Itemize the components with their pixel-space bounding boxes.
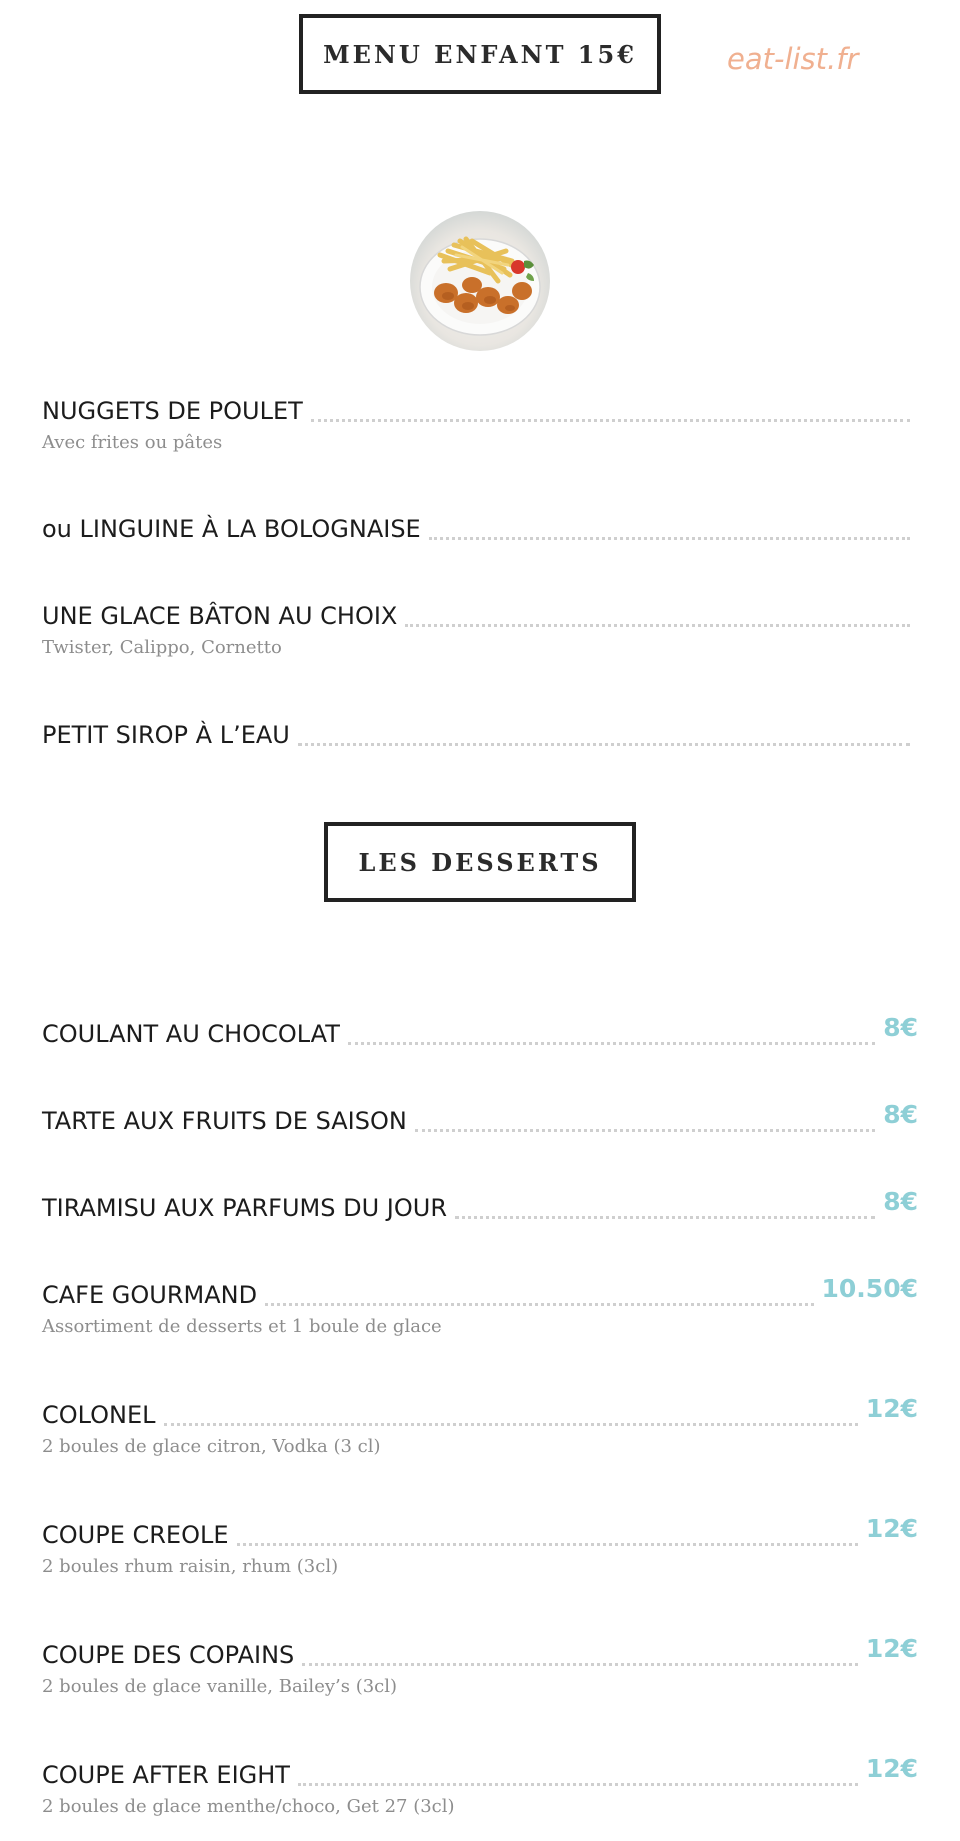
dessert-item (42, 1015, 918, 1049)
dessert-item (42, 1756, 918, 1817)
dessert-item (42, 1102, 918, 1136)
item-name: ou LINGUINE À LA BOLOGNAISE (42, 515, 421, 543)
item-description: Avec frites ou pâtes (42, 432, 223, 453)
item-description: 2 boules de glace vanille, Bailey’s (3cl) (42, 1676, 398, 1697)
chicken-nuggets-and-fries-plate-icon (410, 211, 550, 351)
item-name: UNE GLACE BÂTON AU CHOIX (42, 602, 398, 630)
kids-menu-item (42, 510, 918, 544)
item-name: COUPE DES COPAINS (42, 1641, 295, 1669)
item-price: 12€ (865, 1754, 918, 1783)
watermark-text: eat-list.fr (727, 42, 859, 76)
item-name: COUPE AFTER EIGHT (42, 1761, 290, 1789)
item-name: PETIT SIROP À L’EAU (42, 721, 290, 749)
item-name: COLONEL (42, 1401, 156, 1429)
desserts-title-box (324, 822, 636, 902)
kids-menu-item (42, 597, 918, 658)
item-description: 2 boules de glace menthe/choco, Get 27 (3cl) (42, 1796, 455, 1817)
kids-menu-title: MENU ENFANT 15€ (323, 39, 637, 69)
dessert-item (42, 1516, 918, 1577)
dotted-leader (348, 1042, 875, 1045)
dotted-leader (455, 1216, 875, 1219)
item-price: 12€ (865, 1634, 918, 1663)
dotted-leader (298, 743, 910, 746)
item-price: 12€ (865, 1514, 918, 1543)
dotted-leader (298, 1783, 858, 1786)
item-price: 8€ (883, 1187, 918, 1216)
dotted-leader (415, 1129, 875, 1132)
dessert-item (42, 1636, 918, 1697)
dessert-item (42, 1189, 918, 1223)
dotted-leader (311, 419, 910, 422)
desserts-title: LES DESSERTS (358, 847, 602, 877)
dotted-leader (237, 1543, 858, 1546)
dessert-item (42, 1396, 918, 1457)
item-name: NUGGETS DE POULET (42, 397, 303, 425)
item-name: COULANT AU CHOCOLAT (42, 1020, 340, 1048)
kids-menu-item (42, 716, 918, 750)
kids-menu-title-box (299, 14, 661, 94)
kids-menu-item (42, 392, 918, 453)
item-price: 12€ (865, 1394, 918, 1423)
item-name: TARTE AUX FRUITS DE SAISON (42, 1107, 407, 1135)
dotted-leader (265, 1303, 813, 1306)
item-description: 2 boules de glace citron, Vodka (3 cl) (42, 1436, 381, 1457)
dessert-item (42, 1276, 918, 1337)
dotted-leader (429, 537, 910, 540)
dotted-leader (164, 1423, 858, 1426)
item-price: 10.50€ (821, 1274, 918, 1303)
item-description: Assortiment de desserts et 1 boule de glace (42, 1316, 442, 1337)
item-name: COUPE CREOLE (42, 1521, 229, 1549)
dotted-leader (405, 624, 910, 627)
item-name: TIRAMISU AUX PARFUMS DU JOUR (42, 1194, 447, 1222)
item-price: 8€ (883, 1013, 918, 1042)
item-price: 8€ (883, 1100, 918, 1129)
item-description: Twister, Calippo, Cornetto (42, 637, 282, 658)
item-description: 2 boules rhum raisin, rhum (3cl) (42, 1556, 339, 1577)
dotted-leader (302, 1663, 858, 1666)
item-name: CAFE GOURMAND (42, 1281, 258, 1309)
